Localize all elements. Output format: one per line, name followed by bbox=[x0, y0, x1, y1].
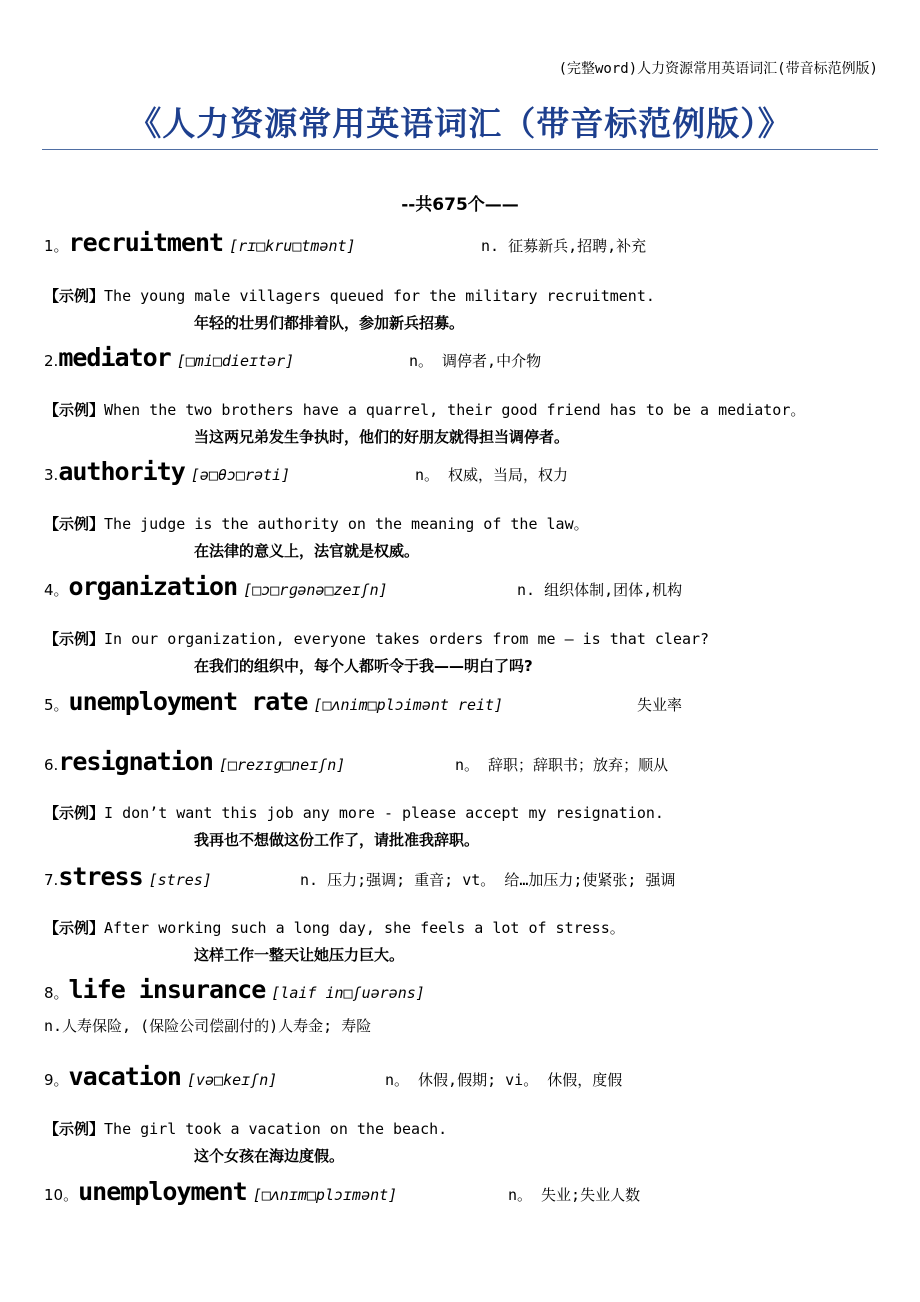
vocab-entry bbox=[44, 1062, 277, 1091]
entry-word: unemployment rate bbox=[68, 687, 308, 716]
entry-meaning: n。 失业;失业人数 bbox=[508, 1186, 641, 1204]
entry-phonetic: [ə□θɔ□rəti] bbox=[190, 466, 291, 484]
entry-number: 3. bbox=[44, 466, 59, 484]
example-text: The girl took a vacation on the beach. bbox=[104, 1120, 448, 1138]
word-count: --共675个—— bbox=[401, 195, 519, 215]
entry-meaning: n。 休假,假期; vi。 休假，度假 bbox=[385, 1071, 623, 1089]
example-text: In our organization, everyone takes orders from me — is that clear? bbox=[104, 630, 710, 648]
entry-meaning: n. 组织体制,团体,机构 bbox=[517, 581, 683, 599]
example-text: I don’t want this job any more - please accept my resignation. bbox=[104, 804, 664, 822]
entry-phonetic: [□ɔ□rɡənə□zeɪʃn] bbox=[243, 581, 388, 599]
example-sentence bbox=[44, 513, 589, 534]
example-text: When the two brothers have a quarrel, their good friend has to be a mediator。 bbox=[104, 401, 806, 419]
entry-number: 2. bbox=[44, 352, 59, 370]
entry-word: vacation bbox=[68, 1062, 181, 1091]
example-tag: 【示例】 bbox=[44, 919, 105, 937]
entry-phonetic: [□ʌnim□plɔimənt reit] bbox=[313, 696, 504, 714]
example-tag: 【示例】 bbox=[44, 630, 105, 648]
vocab-entry bbox=[44, 343, 294, 372]
example-text: After working such a long day, she feels a lot of stress。 bbox=[104, 919, 625, 937]
entry-number: 1。 bbox=[44, 237, 69, 255]
entry-meaning: n。 调停者,中介物 bbox=[409, 352, 542, 370]
entry-number: 4。 bbox=[44, 581, 69, 599]
entry-phonetic: [stres] bbox=[148, 871, 212, 889]
entry-number: 6. bbox=[44, 756, 59, 774]
running-header: (完整word)人力资源常用英语词汇(带音标范例版) bbox=[558, 61, 878, 77]
example-translation: 在法律的意义上，法官就是权威。 bbox=[194, 542, 420, 560]
example-tag: 【示例】 bbox=[44, 1120, 105, 1138]
entry-word: stress bbox=[58, 862, 143, 891]
entry-word: organization bbox=[68, 572, 238, 601]
entry-word: authority bbox=[58, 457, 185, 486]
entry-number: 9。 bbox=[44, 1071, 69, 1089]
example-sentence bbox=[44, 917, 625, 938]
example-translation: 年轻的壮男们都排着队，参加新兵招募。 bbox=[194, 314, 465, 332]
vocab-entry bbox=[44, 747, 345, 776]
entry-word: recruitment bbox=[68, 228, 224, 257]
example-sentence bbox=[44, 1118, 447, 1139]
example-translation: 这个女孩在海边度假。 bbox=[194, 1147, 345, 1165]
example-text: The judge is the authority on the meaning of the law。 bbox=[104, 515, 589, 533]
example-sentence bbox=[44, 628, 709, 649]
entry-number: 7. bbox=[44, 871, 59, 889]
entry-number: 8。 bbox=[44, 984, 69, 1002]
example-translation: 当这两兄弟发生争执时，他们的好朋友就得担当调停者。 bbox=[194, 428, 570, 446]
vocab-entry bbox=[44, 228, 356, 257]
vocab-entry bbox=[44, 457, 290, 486]
example-tag: 【示例】 bbox=[44, 401, 105, 419]
example-sentence bbox=[44, 802, 664, 823]
entry-meaning: 失业率 bbox=[637, 696, 683, 714]
example-translation: 这样工作一整天让她压力巨大。 bbox=[194, 946, 405, 964]
entry-number: 5。 bbox=[44, 696, 69, 714]
entry-phonetic: [□rezɪɡ□neɪʃn] bbox=[218, 756, 346, 774]
example-tag: 【示例】 bbox=[44, 804, 105, 822]
example-tag: 【示例】 bbox=[44, 515, 105, 533]
entry-word: mediator bbox=[58, 343, 171, 372]
entry-meaning: n. 征募新兵,招聘,补充 bbox=[481, 237, 647, 255]
vocab-entry bbox=[44, 975, 425, 1004]
entry-meaning: n.人寿保险, (保险公司偿副付的)人寿金; 寿险 bbox=[44, 1017, 372, 1035]
entry-phonetic: [rɪ□kru□tmənt] bbox=[229, 237, 356, 255]
entry-meaning: n。 辞职；辞职书；放弃；顺从 bbox=[455, 756, 669, 774]
example-sentence bbox=[44, 399, 805, 420]
entry-phonetic: [□mi□dieɪtər] bbox=[176, 352, 295, 370]
example-sentence bbox=[44, 285, 655, 306]
example-translation: 在我们的组织中，每个人都听令于我——明白了吗? bbox=[194, 657, 533, 675]
entry-word: unemployment bbox=[78, 1177, 247, 1206]
vocab-entry bbox=[44, 862, 212, 891]
entry-phonetic: [laif in□ʃuərəns] bbox=[271, 984, 425, 1002]
example-tag: 【示例】 bbox=[44, 287, 105, 305]
entry-word: life insurance bbox=[68, 975, 266, 1004]
example-text: The young male villagers queued for the military recruitment. bbox=[104, 287, 655, 305]
vocab-entry bbox=[44, 572, 388, 601]
entry-meaning: n。 权威，当局，权力 bbox=[415, 466, 569, 484]
entry-phonetic: [və□keɪʃn] bbox=[186, 1071, 278, 1089]
entry-word: resignation bbox=[58, 747, 213, 776]
entry-meaning: n. 压力;强调; 重音; vt。 给…加压力;使紧张; 强调 bbox=[300, 871, 676, 889]
entry-number: 10。 bbox=[44, 1186, 79, 1204]
entry-phonetic: [□ʌnɪm□plɔɪmənt] bbox=[252, 1186, 398, 1204]
example-translation: 我再也不想做这份工作了，请批准我辞职。 bbox=[194, 831, 480, 849]
vocab-entry bbox=[44, 1177, 397, 1206]
vocab-entry bbox=[44, 687, 503, 716]
page-title: 《人力资源常用英语词汇（带音标范例版）》 bbox=[128, 104, 792, 143]
title-divider bbox=[42, 149, 878, 150]
